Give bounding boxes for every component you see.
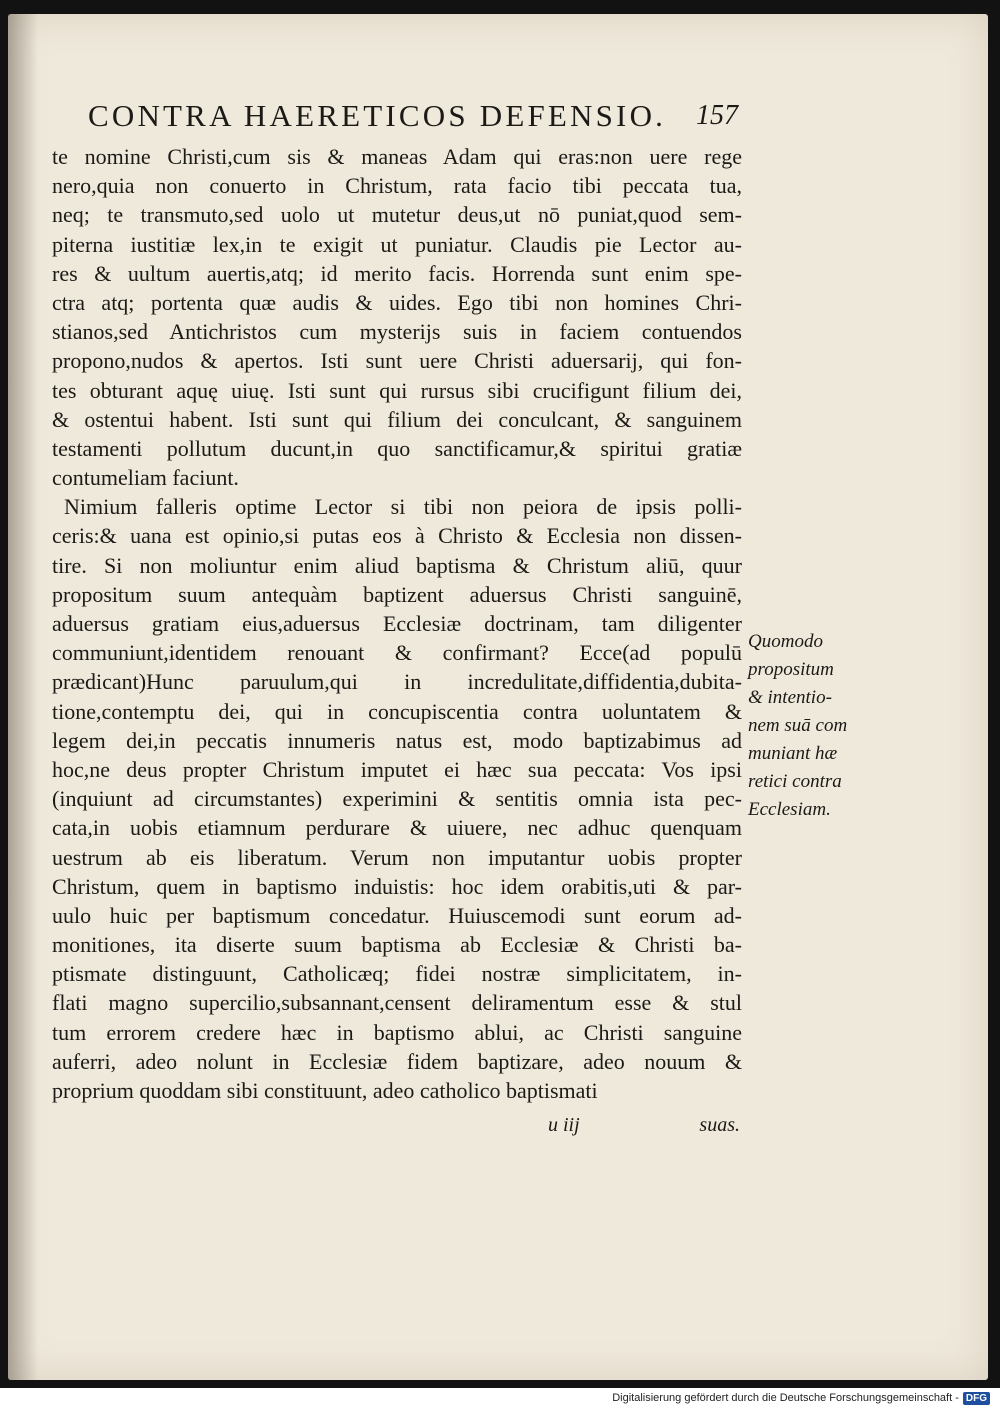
running-title: CONTRA HAERETICOS DEFENSIO. bbox=[88, 98, 667, 133]
marginal-note-line: nem suā com bbox=[748, 715, 848, 736]
text-line: legem dei,in peccatis innumeris natus est, modo baptizabimus ad bbox=[52, 727, 742, 753]
text-line: ceris:& uana est opinio,si putas eos à Christo & Ecclesia non dissen- bbox=[52, 523, 742, 549]
marginal-note-line: retici contra bbox=[748, 771, 842, 792]
marginal-note-line: Ecclesiam. bbox=[748, 799, 831, 820]
text-line: aduersus gratiam eius,aduersus Ecclesiæ doctrinam, tam diligenter bbox=[52, 611, 742, 636]
running-header bbox=[88, 98, 738, 138]
digitization-credit bbox=[612, 1390, 990, 1406]
text-line: cata,in uobis etiamnum perdurare & uiuere, nec adhuc quenquam bbox=[52, 815, 742, 841]
text-line: te nomine Christi,cum sis & maneas Adam qui eras:non uere rege bbox=[52, 144, 742, 169]
text-line: ctra atq; portenta quæ audis & uides. Ego tibi non homines Chri- bbox=[52, 289, 742, 315]
text-line: (inquiunt ad circumstantes) experimini & sentitis omnia ista pec- bbox=[52, 786, 742, 812]
text-line: Nimium falleris optime Lector si tibi non peiora de ipsis polli- bbox=[64, 494, 742, 520]
signature-mark: u iij bbox=[548, 1114, 580, 1136]
text-line: hoc,ne deus propter Christum imputet ei hæc sua peccata: Vos ipsi bbox=[52, 756, 742, 782]
text-line: auferri, adeo nolunt in Ecclesiæ fidem baptizare, adeo nouum & bbox=[52, 1048, 742, 1074]
text-line: ptismate distinguunt, Catholicæq; fidei nostræ simplicitatem, in- bbox=[52, 961, 742, 987]
text-line: proprium quoddam sibi constituunt, adeo catholico baptismati bbox=[52, 1078, 598, 1103]
text-line: neq; te transmuto,sed uolo ut mutetur deus,ut nō puniat,quod sem- bbox=[52, 202, 742, 228]
text-line: tum errorem credere hæc in baptismo ablui, ac Christi sanguine bbox=[52, 1019, 742, 1045]
text-line: tes obturant aquę uiuę. Isti sunt qui rursus sibi crucifigunt filium dei, bbox=[52, 377, 742, 403]
text-line: & ostentui habent. Isti sunt qui filium dei conculcant, & sanguinem bbox=[52, 406, 742, 432]
page-number: 157 bbox=[696, 100, 738, 131]
text-line: contumeliam faciunt. bbox=[52, 465, 239, 491]
marginal-note-line: Quomodo bbox=[748, 631, 823, 652]
text-line: prædicant)Hunc paruulum,qui in incredulitate,diffidentia,dubita- bbox=[52, 669, 742, 695]
text-line: uestrum ab eis liberatum. Verum non imputantur uobis propter bbox=[52, 844, 742, 870]
text-line: res & uultum auertis,atq; id merito facis. Horrenda sunt enim spe- bbox=[52, 260, 742, 286]
text-line: piterna iustitiæ lex,in te exigit ut puniatur. Claudis pie Lector au- bbox=[52, 231, 742, 257]
text-line: propositum suum antequàm baptizent aduersus Christi sanguinē, bbox=[52, 581, 742, 607]
page-foot-marks bbox=[548, 1114, 748, 1142]
text-line: nero,quia non conuerto in Christum, rata facio tibi peccata tua, bbox=[52, 173, 742, 199]
marginal-note bbox=[748, 628, 878, 824]
page-gutter-shadow bbox=[8, 14, 38, 1380]
credit-text: Digitalisierung gefördert durch die Deutsche Forschungsgemeinschaft - bbox=[612, 1392, 959, 1404]
text-line: tire. Si non moliuntur enim aliud baptisma & Christum aliū, quur bbox=[52, 552, 742, 578]
text-line: flati magno supercilio,subsannant,censent deliramentum esse & stul bbox=[52, 990, 742, 1016]
text-line: testamenti pollutum ducunt,in quo sanctificamur,& spiritui gratiæ bbox=[52, 435, 742, 461]
text-line: stianos,sed Antichristos cum mysterijs suis in faciem contuendos bbox=[52, 319, 742, 345]
text-line: monitiones, ita diserte suum baptisma ab Ecclesiæ & Christi ba- bbox=[52, 932, 742, 958]
text-line: communiunt,identidem renouant & confirmant? Ecce(ad populū bbox=[52, 640, 742, 666]
text-line: propono,nudos & apertos. Isti sunt uere Christi aduersarij, qui fon- bbox=[52, 348, 742, 374]
text-line: uulo huic per baptismum concedatur. Huiuscemodi sunt eorum ad- bbox=[52, 902, 742, 928]
main-text-block bbox=[52, 142, 742, 1105]
marginal-note-line: propositum bbox=[748, 659, 834, 680]
marginal-note-line: & intentio- bbox=[748, 687, 832, 708]
marginal-note-line: muniant hæ bbox=[748, 743, 838, 764]
text-line: tione,contemptu dei, qui in concupiscentia contra uoluntatem & bbox=[52, 698, 742, 724]
text-line: Christum, quem in baptismo induistis: hoc idem orabitis,uti & par- bbox=[52, 873, 742, 899]
dfg-logo: DFG bbox=[963, 1392, 990, 1405]
catchword: suas. bbox=[699, 1114, 740, 1136]
